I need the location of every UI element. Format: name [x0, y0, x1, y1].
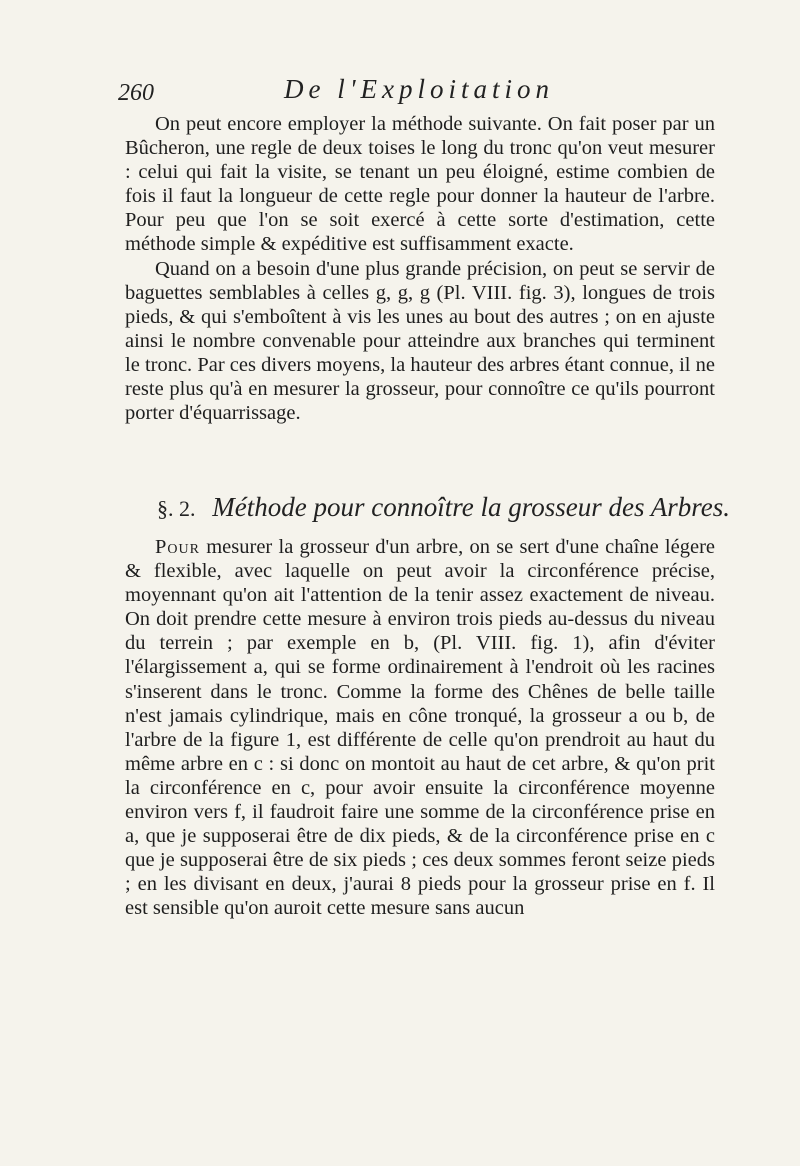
- section-title: Méthode pour connoître la grosseur des Arbres.: [212, 492, 730, 522]
- text-block-2: [125, 535, 715, 921]
- paragraph-1: On peut encore employer la méthode suivante. On fait poser par un Bûcheron, une regle de deux toises le long du tronc qu'on veut mesurer : celui qui fait la visite, se tenant un peu éloigné, estime combien de fois il faut la longueur de cette regle pour donner la hauteur de l'arbre. Pour peu que l'on se soit exercé à cette sorte d'estimation, cette méthode simple & expéditive est suffisamment exacte.: [125, 113, 715, 256]
- running-head: De l'Exploitation: [284, 74, 554, 104]
- section-heading: [157, 492, 730, 523]
- paragraph-3: [125, 535, 715, 921]
- text-block-1: [125, 112, 715, 425]
- paragraph-3-text: mesurer la grosseur d'un arbre, on se sert d'une chaîne légere & flexible, avec laquelle on peut avoir la circonférence précise, moyennant qu'on ait l'attention de la tenir assez exactement de niveau. On doit prendre cette mesure à environ trois pieds au-dessus du niveau du terrein ; par exemple en b, (Pl. VIII. fig. 1), afin d'éviter l'élargissement a, qui se forme ordinairement à l'endroit où les racines s'inserent dans le tronc. Comme la forme des Chênes de belle taille n'est jamais cylindrique, mais en cône tronqué, la grosseur a ou b, de l'arbre de la figure 1, est différente de celle qu'on prendroit au haut du même arbre en c : si donc on montoit au haut de cet arbre, & qu'on prit la circonférence en c, pour avoir ensuite la circonférence moyenne environ vers f, il faudroit faire une somme de la circonférence prise en a, que je supposerai être de dix pieds, & de la circonférence prise en c que je supposerai être de six pieds ; ces deux sommes feront seize pieds ; en les divisant en deux, j'aurai 8 pieds pour la grosseur prise en f. Il est sensible qu'on auroit cette mesure sans aucun: [125, 536, 716, 920]
- page-number: 260: [118, 80, 154, 106]
- page-header: [118, 74, 718, 114]
- section-number: §. 2.: [157, 496, 196, 521]
- paragraph-2: Quand on a besoin d'une plus grande précision, on peut se servir de baguettes semblables à celles g, g, g (Pl. VIII. fig. 3), longues de trois pieds, & qui s'emboîtent à vis les unes au bout des autres ; on en ajuste ainsi le nombre convenable pour atteindre aux branches qui terminent le tronc. Par ces divers moyens, la hauteur des arbres étant connue, il ne reste plus qu'à en mesurer la grosseur, pour connoître ce qu'ils pourront porter d'équarrissage.: [125, 257, 715, 425]
- lead-word: Pour: [155, 536, 200, 558]
